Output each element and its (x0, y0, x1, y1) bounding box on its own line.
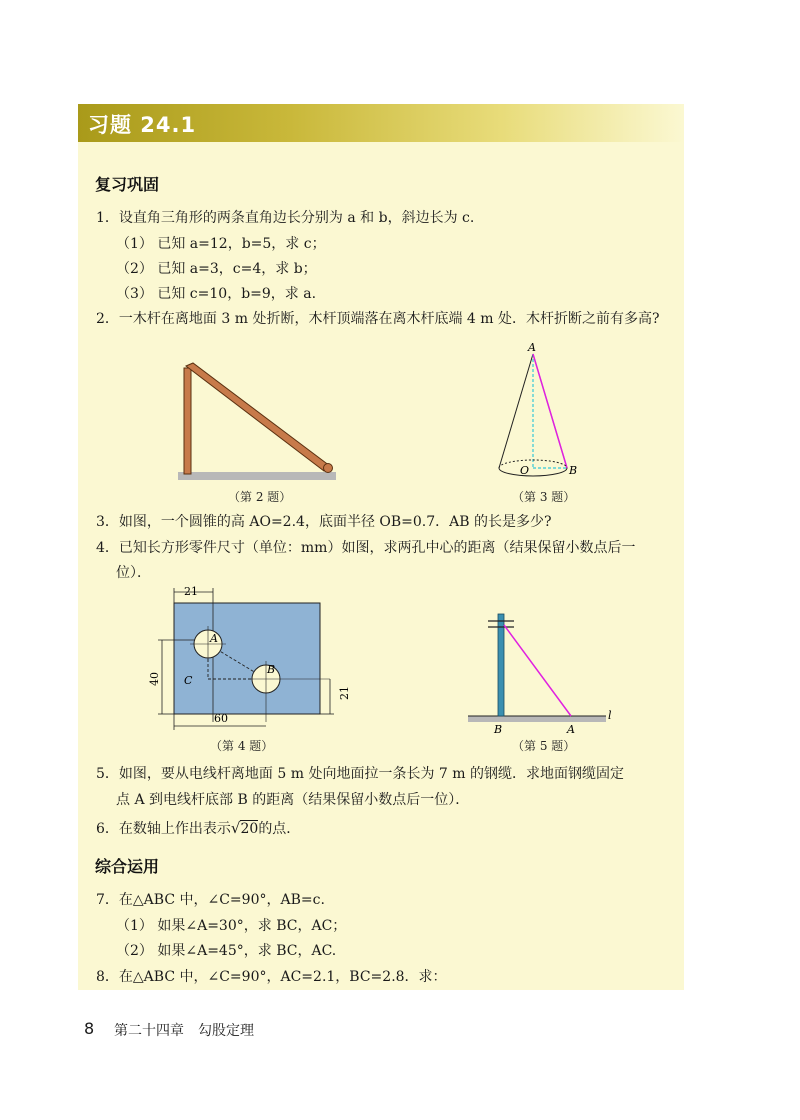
dim-label-60: 60 (214, 712, 228, 725)
figure-5-pole (466, 609, 616, 737)
cone-label-o: O (520, 464, 530, 477)
ground (178, 472, 336, 480)
pole-label-a: A (567, 723, 575, 736)
cone-label-a: A (528, 341, 536, 354)
pole (498, 614, 504, 716)
question-6-prefix: 6．在数轴上作出表示 (96, 821, 231, 837)
hole-label-a: A (210, 632, 218, 645)
exercise-title: 习题 24.1 (88, 113, 197, 137)
section-title-comprehensive: 综合运用 (95, 857, 160, 876)
exercise-header (78, 104, 684, 142)
hole-label-b: B (267, 663, 276, 676)
radicand: 20 (240, 821, 259, 837)
question-1-part-3: （3） 已知 c=10，b=9，求 a. (116, 286, 317, 302)
line-label-l: l (608, 709, 612, 722)
question-5-line-2: 点 A 到电线杆底部 B 的距离（结果保留小数点后一位）． (116, 792, 470, 808)
question-6-suffix: 的点． (258, 821, 301, 837)
figure-4-caption: （第 4 题） (210, 739, 274, 753)
pole-label-b: B (494, 723, 503, 736)
question-4-line-2: 位）． (116, 565, 151, 581)
question-1: 1．设直角三角形的两条直角边长分别为 a 和 b，斜边长为 c. (96, 210, 475, 226)
page-number: 8 (84, 1019, 95, 1038)
question-2: 2．一木杆在离地面 3 m 处折断，木杆顶端落在离木杆底端 4 m 处．木杆折断之前有多高? (96, 311, 660, 327)
ground (468, 716, 606, 722)
plate (174, 603, 320, 714)
dim-label-40: 40 (148, 672, 161, 686)
question-3: 3．如图，一个圆锥的高 AO=2.4，底面半径 OB=0.7．AB 的长是多少? (96, 514, 552, 530)
chapter-title: 第二十四章 勾股定理 (114, 1023, 254, 1039)
cone-label-b: B (569, 464, 578, 477)
question-7: 7．在△ABC 中，∠C=90°，AB=c. (96, 892, 325, 908)
dim-label-21-right: 21 (338, 686, 351, 700)
question-1-part-2: （2） 已知 a=3，c=4，求 b； (116, 261, 317, 277)
question-1-part-1: （1） 已知 a=12，b=5，求 c； (116, 236, 326, 252)
cable (504, 625, 571, 716)
dim-label-21-top: 21 (184, 585, 198, 598)
figure-2-caption: （第 2 题） (228, 490, 292, 504)
figure-4-plate (150, 582, 350, 742)
pole-broken-part (186, 363, 330, 471)
exercise-panel (78, 104, 684, 990)
section-title-review: 复习巩固 (95, 175, 160, 194)
radical-sign: √ (230, 819, 241, 837)
figure-5-caption: （第 5 题） (512, 739, 576, 753)
pole-standing-part (184, 368, 191, 474)
cone-left-edge (499, 354, 533, 468)
figure-2-broken-pole (178, 360, 348, 486)
cone-base-front (499, 468, 567, 476)
figure-3-cone (493, 340, 593, 480)
cone-slant-ab (533, 354, 567, 468)
pole-top-end (324, 464, 333, 473)
question-5-line-1: 5．如图，要从电线杆离地面 5 m 处向地面拉一条长为 7 m 的钢缆．求地面钢缆固定 (96, 766, 624, 782)
figure-3-caption: （第 3 题） (512, 490, 576, 504)
question-7-part-1: （1） 如果∠A=30°，求 BC，AC； (116, 918, 347, 934)
question-7-part-2: （2） 如果∠A=45°，求 BC，AC. (116, 943, 337, 959)
point-label-c: C (184, 674, 193, 687)
question-4-line-1: 4．已知长方形零件尺寸（单位：mm）如图，求两孔中心的距离（结果保留小数点后一 (96, 540, 636, 556)
question-6 (96, 818, 300, 839)
question-8: 8．在△ABC 中，∠C=90°，AC=2.1，BC=2.8．求： (96, 969, 447, 985)
